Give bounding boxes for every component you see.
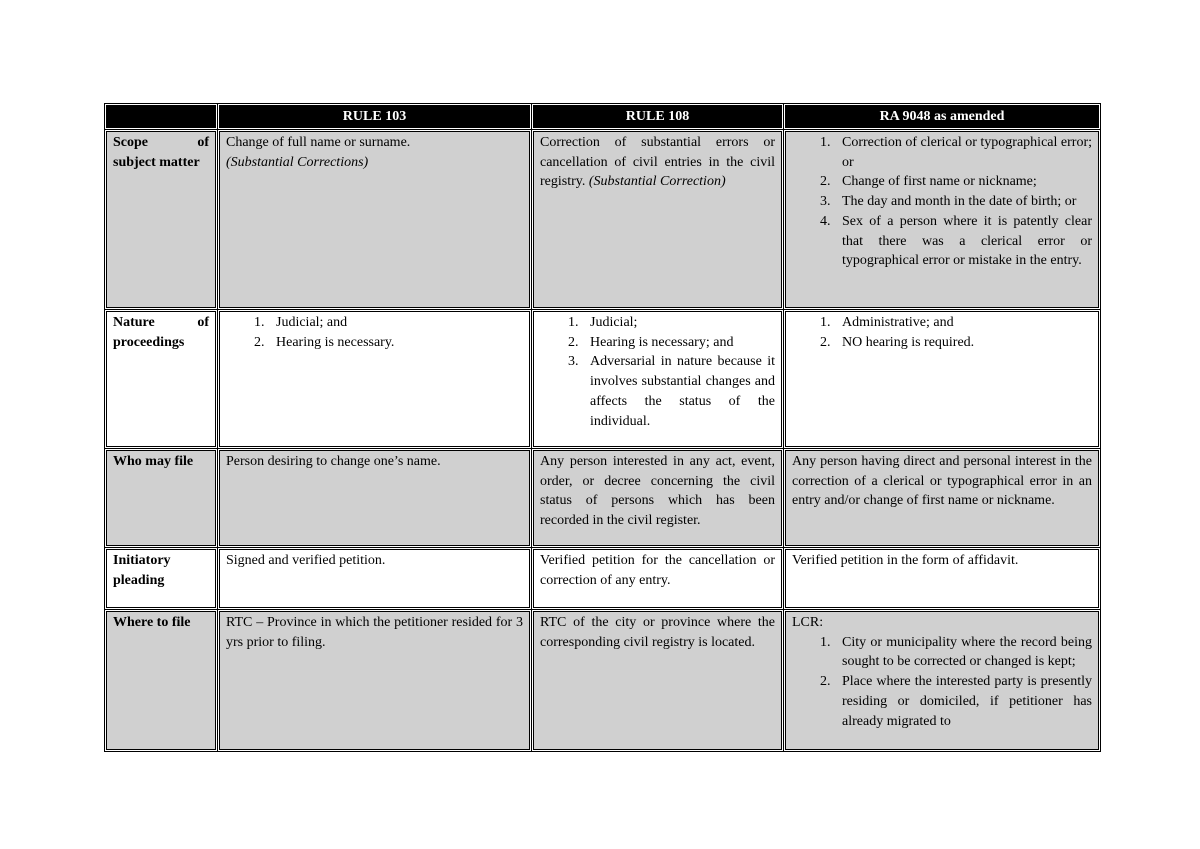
where-rule103: RTC – Province in which the petitioner resided for 3 yrs prior to filing. — [218, 610, 532, 752]
row-label-who: Who may file — [105, 449, 218, 548]
scope-rule108-note: (Substantial Correction) — [588, 174, 726, 190]
scope-rule103-note: (Substantial Corrections) — [226, 154, 369, 170]
header-rule-108: RULE 108 — [532, 104, 784, 130]
who-rule108: Any person interested in any act, event, order, or decree concerning the civil status of persons which has been recorded in the civil register. — [532, 449, 784, 548]
list-item: 3. The day and month in the date of birth; or — [834, 192, 1092, 212]
initiatory-rule103: Signed and verified petition. — [218, 548, 532, 610]
row-where-to-file — [105, 610, 1101, 752]
nature-ra9048 — [784, 310, 1101, 449]
header-ra-9048: RA 9048 as amended — [784, 104, 1101, 130]
header-rule-103: RULE 103 — [218, 104, 532, 130]
who-ra9048: Any person having direct and personal interest in the correction of a clerical or typographical error in an entry and/or change of first name or nickname. — [784, 449, 1101, 548]
where-ra9048 — [784, 610, 1101, 752]
nature-label-line1: Nature of — [113, 315, 209, 330]
list-item: 1. Administrative; and — [834, 313, 1092, 333]
row-label-scope — [105, 130, 218, 310]
list-item: 1. Judicial; — [582, 313, 775, 333]
row-initiatory-pleading — [105, 548, 1101, 610]
list-item: 2. NO hearing is required. — [834, 333, 1092, 353]
row-nature — [105, 310, 1101, 449]
scope-ra9048 — [784, 130, 1101, 310]
scope-rule108-text: Correction of substantial errors or cancellation of civil entries in the civil registry. — [540, 135, 775, 190]
row-who-may-file — [105, 449, 1101, 548]
who-rule103: Person desiring to change one’s name. — [218, 449, 532, 548]
row-label-initiatory: Initiatory pleading — [105, 548, 218, 610]
nature-rule108-list — [540, 313, 775, 431]
header-row — [105, 104, 1101, 130]
header-blank — [105, 104, 218, 130]
scope-label-rest: subject matter — [113, 154, 200, 170]
where-ra9048-list — [792, 633, 1092, 732]
initiatory-rule108: Verified petition for the cancellation or correction of any entry. — [532, 548, 784, 610]
row-label-where: Where to file — [105, 610, 218, 752]
list-item: 1. Judicial; and — [268, 313, 523, 333]
nature-rule103 — [218, 310, 532, 449]
nature-rule103-list — [226, 313, 523, 352]
list-item: 2. Hearing is necessary; and — [582, 333, 775, 353]
list-item: 2. Change of first name or nickname; — [834, 172, 1092, 192]
scope-rule103-text: Change of full name or surname. — [226, 135, 411, 150]
initiatory-ra9048: Verified petition in the form of affidavit. — [784, 548, 1101, 610]
scope-rule103 — [218, 130, 532, 310]
list-item: 1. City or municipality where the record being sought to be corrected or changed is kept; — [834, 633, 1092, 672]
where-rule108: RTC of the city or province where the corresponding civil registry is located. — [532, 610, 784, 752]
list-item: 4. Sex of a person where it is patently clear that there was a clerical error or typographical error or mistake in the entry. — [834, 212, 1092, 271]
nature-ra9048-list — [792, 313, 1092, 352]
nature-rule108 — [532, 310, 784, 449]
comparison-table — [104, 103, 1101, 752]
row-scope — [105, 130, 1101, 310]
scope-label-line1: Scope of — [113, 135, 209, 150]
list-item: 2. Place where the interested party is presently residing or domiciled, if petitioner has already migrated to — [834, 672, 1092, 731]
list-item: 2. Hearing is necessary. — [268, 333, 523, 353]
where-ra9048-intro: LCR: — [792, 615, 824, 630]
list-item: 1. Correction of clerical or typographical error; or — [834, 133, 1092, 172]
scope-ra9048-list — [792, 133, 1092, 271]
list-item: 3. Adversarial in nature because it involves substantial changes and affects the status of the individual. — [582, 352, 775, 431]
row-label-nature — [105, 310, 218, 449]
scope-rule108 — [532, 130, 784, 310]
nature-label-rest: proceedings — [113, 334, 185, 350]
